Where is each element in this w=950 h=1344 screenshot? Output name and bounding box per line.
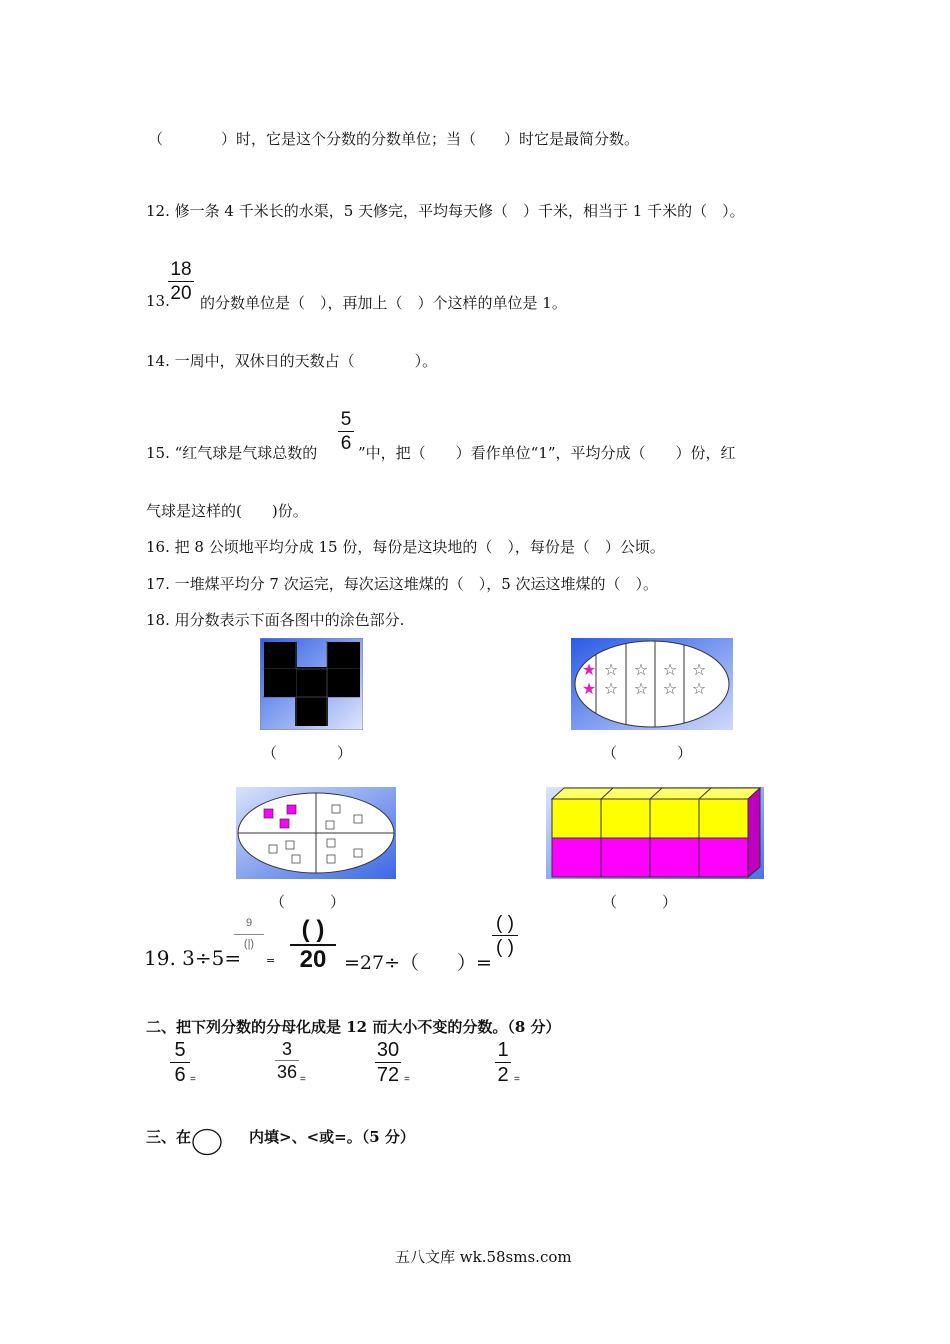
section-2-fraction-2 (275, 1040, 299, 1081)
fraction-numerator: 5 (340, 409, 352, 430)
question-19-fraction-1 (234, 918, 264, 950)
fraction-denominator: 6 (174, 1064, 186, 1086)
question-19-eq: = (266, 954, 276, 967)
fraction-denominator: 72 (376, 1064, 400, 1086)
section-2-eq-3: = (404, 1074, 410, 1085)
figure-2-blank: （ ） (602, 744, 693, 762)
svg-text:☆: ☆ (603, 679, 619, 698)
svg-text:☆: ☆ (603, 660, 619, 679)
question-19-mid: =27÷（ ）= (344, 952, 492, 974)
footer-text: 五八文库 wk.58sms.com (395, 1248, 572, 1266)
figure-checkerboard (260, 638, 363, 730)
question-13-text: 的分数单位是（ ），再加上（ ）个这样的单位是 1。 (200, 294, 567, 312)
question-19-fraction-3 (492, 914, 518, 957)
fraction-numerator: 1 (497, 1039, 509, 1061)
figure-3-blank: （ ） (270, 893, 346, 911)
svg-text:☆: ☆ (691, 679, 707, 698)
question-19-fraction-2 (290, 918, 336, 972)
figure-1-blank: （ ） (262, 744, 353, 762)
question-12: 12. 修一条 4 千米长的水渠，5 天修完，平均每天修（ ）千米，相当于 1 千米的（ ）。 (146, 202, 745, 220)
section-2-eq-2: = (300, 1074, 306, 1085)
svg-text:☆: ☆ (662, 679, 678, 698)
question-16: 16. 把 8 公顷地平均分成 15 份，每份是这块地的（ ），每份是（ ）公顷。 (146, 538, 665, 556)
fraction-numerator: 18 (170, 259, 192, 280)
fraction-denominator: 36 (276, 1062, 298, 1082)
svg-text:☆: ☆ (691, 660, 707, 679)
line-top-part2: ）时，它是这个分数的分数单位；当（ (221, 130, 477, 148)
question-14: 14. 一周中，双休日的天数占（ ）。 (146, 352, 438, 370)
fraction-numerator: 9 (245, 917, 253, 929)
fraction-numerator: ( ) (496, 913, 514, 934)
section-2-fraction-3 (375, 1040, 401, 1085)
fraction-denominator: (|) (243, 938, 255, 950)
question-19-prefix: 19. 3÷5= (144, 946, 242, 970)
question-15-fraction (338, 410, 354, 453)
question-13-prefix: 13. (146, 292, 170, 310)
fraction-numerator: 30 (376, 1039, 400, 1061)
fraction-denominator: ( ) (496, 937, 514, 958)
line-top (148, 128, 639, 149)
question-17: 17. 一堆煤平均分 7 次运完，每次运这堆煤的（ ），5 次运这堆煤的（ ）。 (146, 575, 659, 593)
section-2-eq-4: = (514, 1074, 520, 1085)
question-18: 18. 用分数表示下面各图中的涂色部分. (146, 611, 405, 629)
section-2-fraction-1 (170, 1040, 190, 1085)
section-2-fraction-4 (495, 1040, 511, 1085)
circle-icon (191, 1128, 223, 1156)
line-top-part1: （ (148, 130, 164, 148)
svg-text:☆: ☆ (633, 679, 649, 698)
fraction-numerator: ( ) (301, 916, 325, 943)
svg-text:☆: ☆ (662, 660, 678, 679)
question-13-fraction (168, 260, 194, 303)
fraction-denominator: 20 (170, 283, 192, 304)
fraction-denominator: 2 (497, 1064, 509, 1086)
question-15-prefix: 15. “红气球是气球总数的 (146, 444, 318, 462)
line-top-part3: ）时它是最简分数。 (504, 130, 640, 148)
question-15-line2: 气球是这样的( )份。 (146, 502, 308, 520)
svg-text:★: ★ (581, 679, 597, 698)
fraction-denominator: 20 (299, 946, 327, 973)
figure-cubes-ellipse (236, 787, 396, 879)
svg-text:☆: ☆ (633, 660, 649, 679)
question-15-text: ”中，把（ ）看作单位“1”，平均分成（ ）份，红 (358, 444, 736, 462)
section-3-suffix: 内填>、<或=。（5 分） (249, 1128, 415, 1146)
section-3-prefix: 三、在 (146, 1128, 192, 1146)
svg-text:★: ★ (581, 660, 597, 679)
figure-4-blank: （ ） (602, 893, 678, 911)
fraction-numerator: 5 (174, 1039, 186, 1061)
figure-boxes (546, 787, 764, 879)
fraction-denominator: 6 (340, 433, 352, 454)
section-2-eq-1: = (190, 1074, 196, 1085)
fraction-numerator: 3 (281, 1039, 292, 1059)
figure-stars-ellipse (571, 638, 733, 730)
section-2-title: 二、把下列分数的分母化成是 12 而大小不变的分数。（8 分） (146, 1018, 561, 1036)
